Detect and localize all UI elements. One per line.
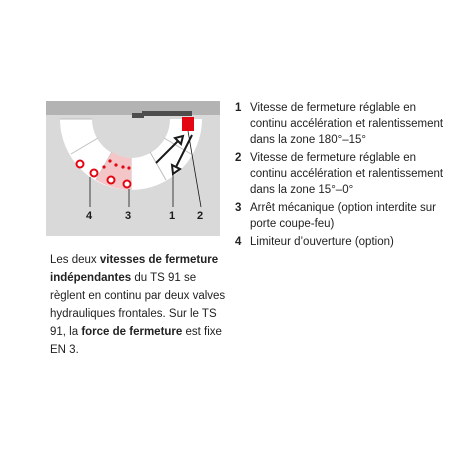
caption-text-2: du TS 91 se règlent en continu par deux valves hydrauliques frontales. Sur le TS 91, la — [50, 272, 226, 338]
legend-number: 1 — [235, 102, 242, 114]
door-frame — [46, 101, 220, 115]
legend-item-3 — [235, 200, 445, 232]
callout-2: 2 — [197, 210, 204, 222]
caption-text-1: Les deux — [50, 254, 100, 266]
legend-number: 2 — [235, 152, 242, 164]
caption-bold-2: force de fermeture — [81, 326, 183, 338]
closer-arm — [142, 111, 192, 116]
callout-4: 4 — [86, 210, 93, 222]
callout-1: 1 — [169, 210, 176, 222]
caption-text-3: est fixe EN 3. — [50, 326, 222, 356]
legend-item-1 — [235, 100, 445, 148]
legend-list — [235, 100, 445, 252]
caption-bold-1: vitesses de fermeture indépendantes — [50, 254, 219, 284]
door-closer-diagram — [46, 101, 220, 236]
latch-zone-marker — [182, 117, 194, 131]
legend-text: Vitesse de fermeture réglable en continu accélération et ralentissement dans la zone 15°–0° — [250, 152, 444, 196]
arm-pivot — [132, 113, 144, 118]
legend-text: Vitesse de fermeture réglable en continu accélération et ralentissement dans la zone 180°–15° — [250, 102, 444, 146]
legend-number: 4 — [235, 236, 242, 248]
caption-paragraph — [50, 251, 228, 359]
legend-number: 3 — [235, 202, 242, 214]
legend-text: Limiteur d’ouverture (option) — [250, 236, 394, 248]
legend-item-4 — [235, 234, 445, 250]
legend-text: Arrêt mécanique (option interdite sur porte coupe-feu) — [250, 202, 437, 230]
legend-item-2 — [235, 150, 445, 198]
callout-3: 3 — [125, 210, 132, 222]
closing-zones-illustration — [46, 101, 220, 236]
